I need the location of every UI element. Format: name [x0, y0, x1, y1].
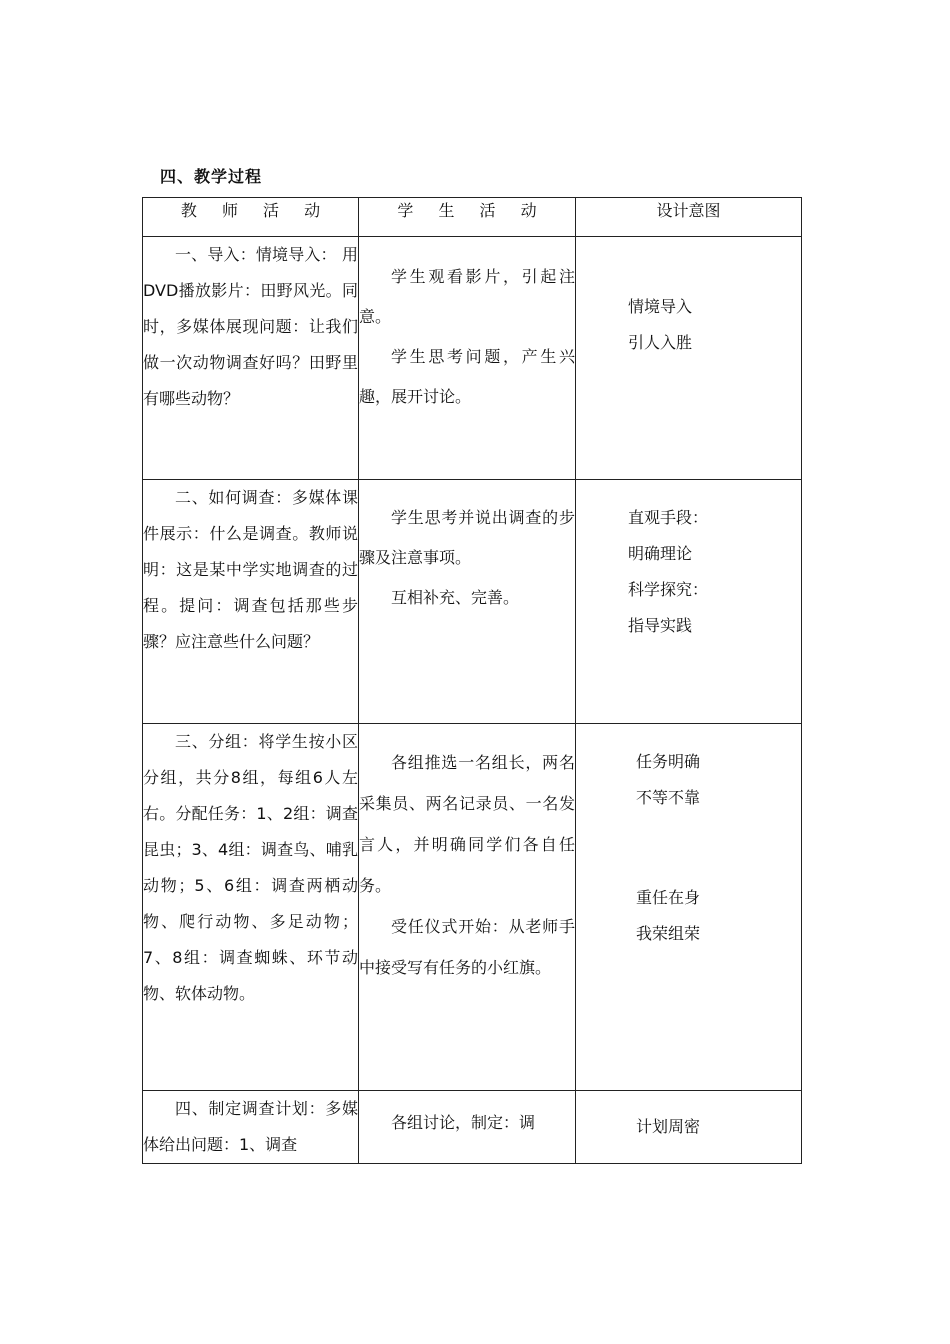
teacher-activity-text: 四、制定调查计划：多媒体给出问题：1、调查	[143, 1099, 358, 1154]
table-row	[143, 237, 802, 480]
design-intent-cell	[576, 480, 802, 724]
design-intent-text: 我荣组荣	[636, 924, 701, 943]
student-activity-text: 受任仪式开始：从老师手中接受写有任务的小红旗。	[359, 917, 575, 977]
design-intent-cell	[576, 1091, 802, 1164]
teacher-activity-cell	[143, 237, 359, 480]
student-activity-text: 学生思考问题，产生兴趣，展开讨论。	[359, 347, 575, 406]
design-intent-text: 不等不靠	[636, 788, 701, 807]
header-design-intent: 设计意图	[576, 198, 802, 237]
design-intent-cell	[576, 724, 802, 1091]
teacher-activity-cell	[143, 724, 359, 1091]
design-intent-text: 引人入胜	[628, 333, 693, 352]
design-intent-text: 情境导入	[628, 297, 693, 316]
student-activity-text: 各组推选一名组长，两名采集员、两名记录员、一名发言人，并明确同学们各自任务。	[359, 753, 575, 895]
design-intent-text: 任务明确	[636, 752, 701, 771]
student-activity-text: 学生观看影片，引起注意。	[359, 267, 575, 326]
teacher-activity-cell	[143, 480, 359, 724]
table-header-row	[143, 198, 802, 237]
student-activity-cell	[359, 237, 576, 480]
section-heading: 四、教学过程	[160, 167, 263, 186]
design-intent-text: 重任在身	[636, 888, 701, 907]
table-row	[143, 480, 802, 724]
design-intent-text: 科学探究：	[628, 580, 709, 599]
design-intent-text: 指导实践	[628, 616, 693, 635]
design-intent-text: 计划周密	[636, 1117, 701, 1136]
student-activity-cell	[359, 1091, 576, 1164]
table-row	[143, 724, 802, 1091]
table-row	[143, 1091, 802, 1164]
header-student-activity: 学 生 活 动	[359, 198, 576, 237]
design-intent-text: 明确理论	[628, 544, 693, 563]
header-teacher-activity: 教 师 活 动	[143, 198, 359, 237]
teacher-activity-text: 二、如何调查：多媒体课件展示：什么是调查。教师说明：这是某中学实地调查的过程。提问：调查包括那些步骤？应注意些什么问题？	[143, 488, 358, 651]
student-activity-cell	[359, 480, 576, 724]
student-activity-text: 互相补充、完善。	[391, 588, 520, 607]
design-intent-text: 直观手段：	[628, 508, 709, 527]
teaching-process-table	[142, 197, 802, 1164]
student-activity-text: 学生思考并说出调查的步骤及注意事项。	[359, 508, 575, 567]
teacher-activity-text: 三、分组：将学生按小区分组，共分8组，每组6人左右。分配任务：1、2组：调查昆虫；3、4组：调查鸟、哺乳动物；5、6组：调查两栖动物、爬行动物、多足动物；7、8组：调查蜘蛛、环节动物、软体动物。	[143, 732, 358, 1003]
design-intent-cell	[576, 237, 802, 480]
student-activity-cell	[359, 724, 576, 1091]
teacher-activity-cell	[143, 1091, 359, 1164]
student-activity-text: 各组讨论，制定：调	[391, 1113, 536, 1132]
teacher-activity-text: 一、导入：情境导入： 用DVD播放影片：田野风光。同时，多媒体展现问题：让我们做一次动物调查好吗？田野里有哪些动物？	[143, 245, 358, 408]
